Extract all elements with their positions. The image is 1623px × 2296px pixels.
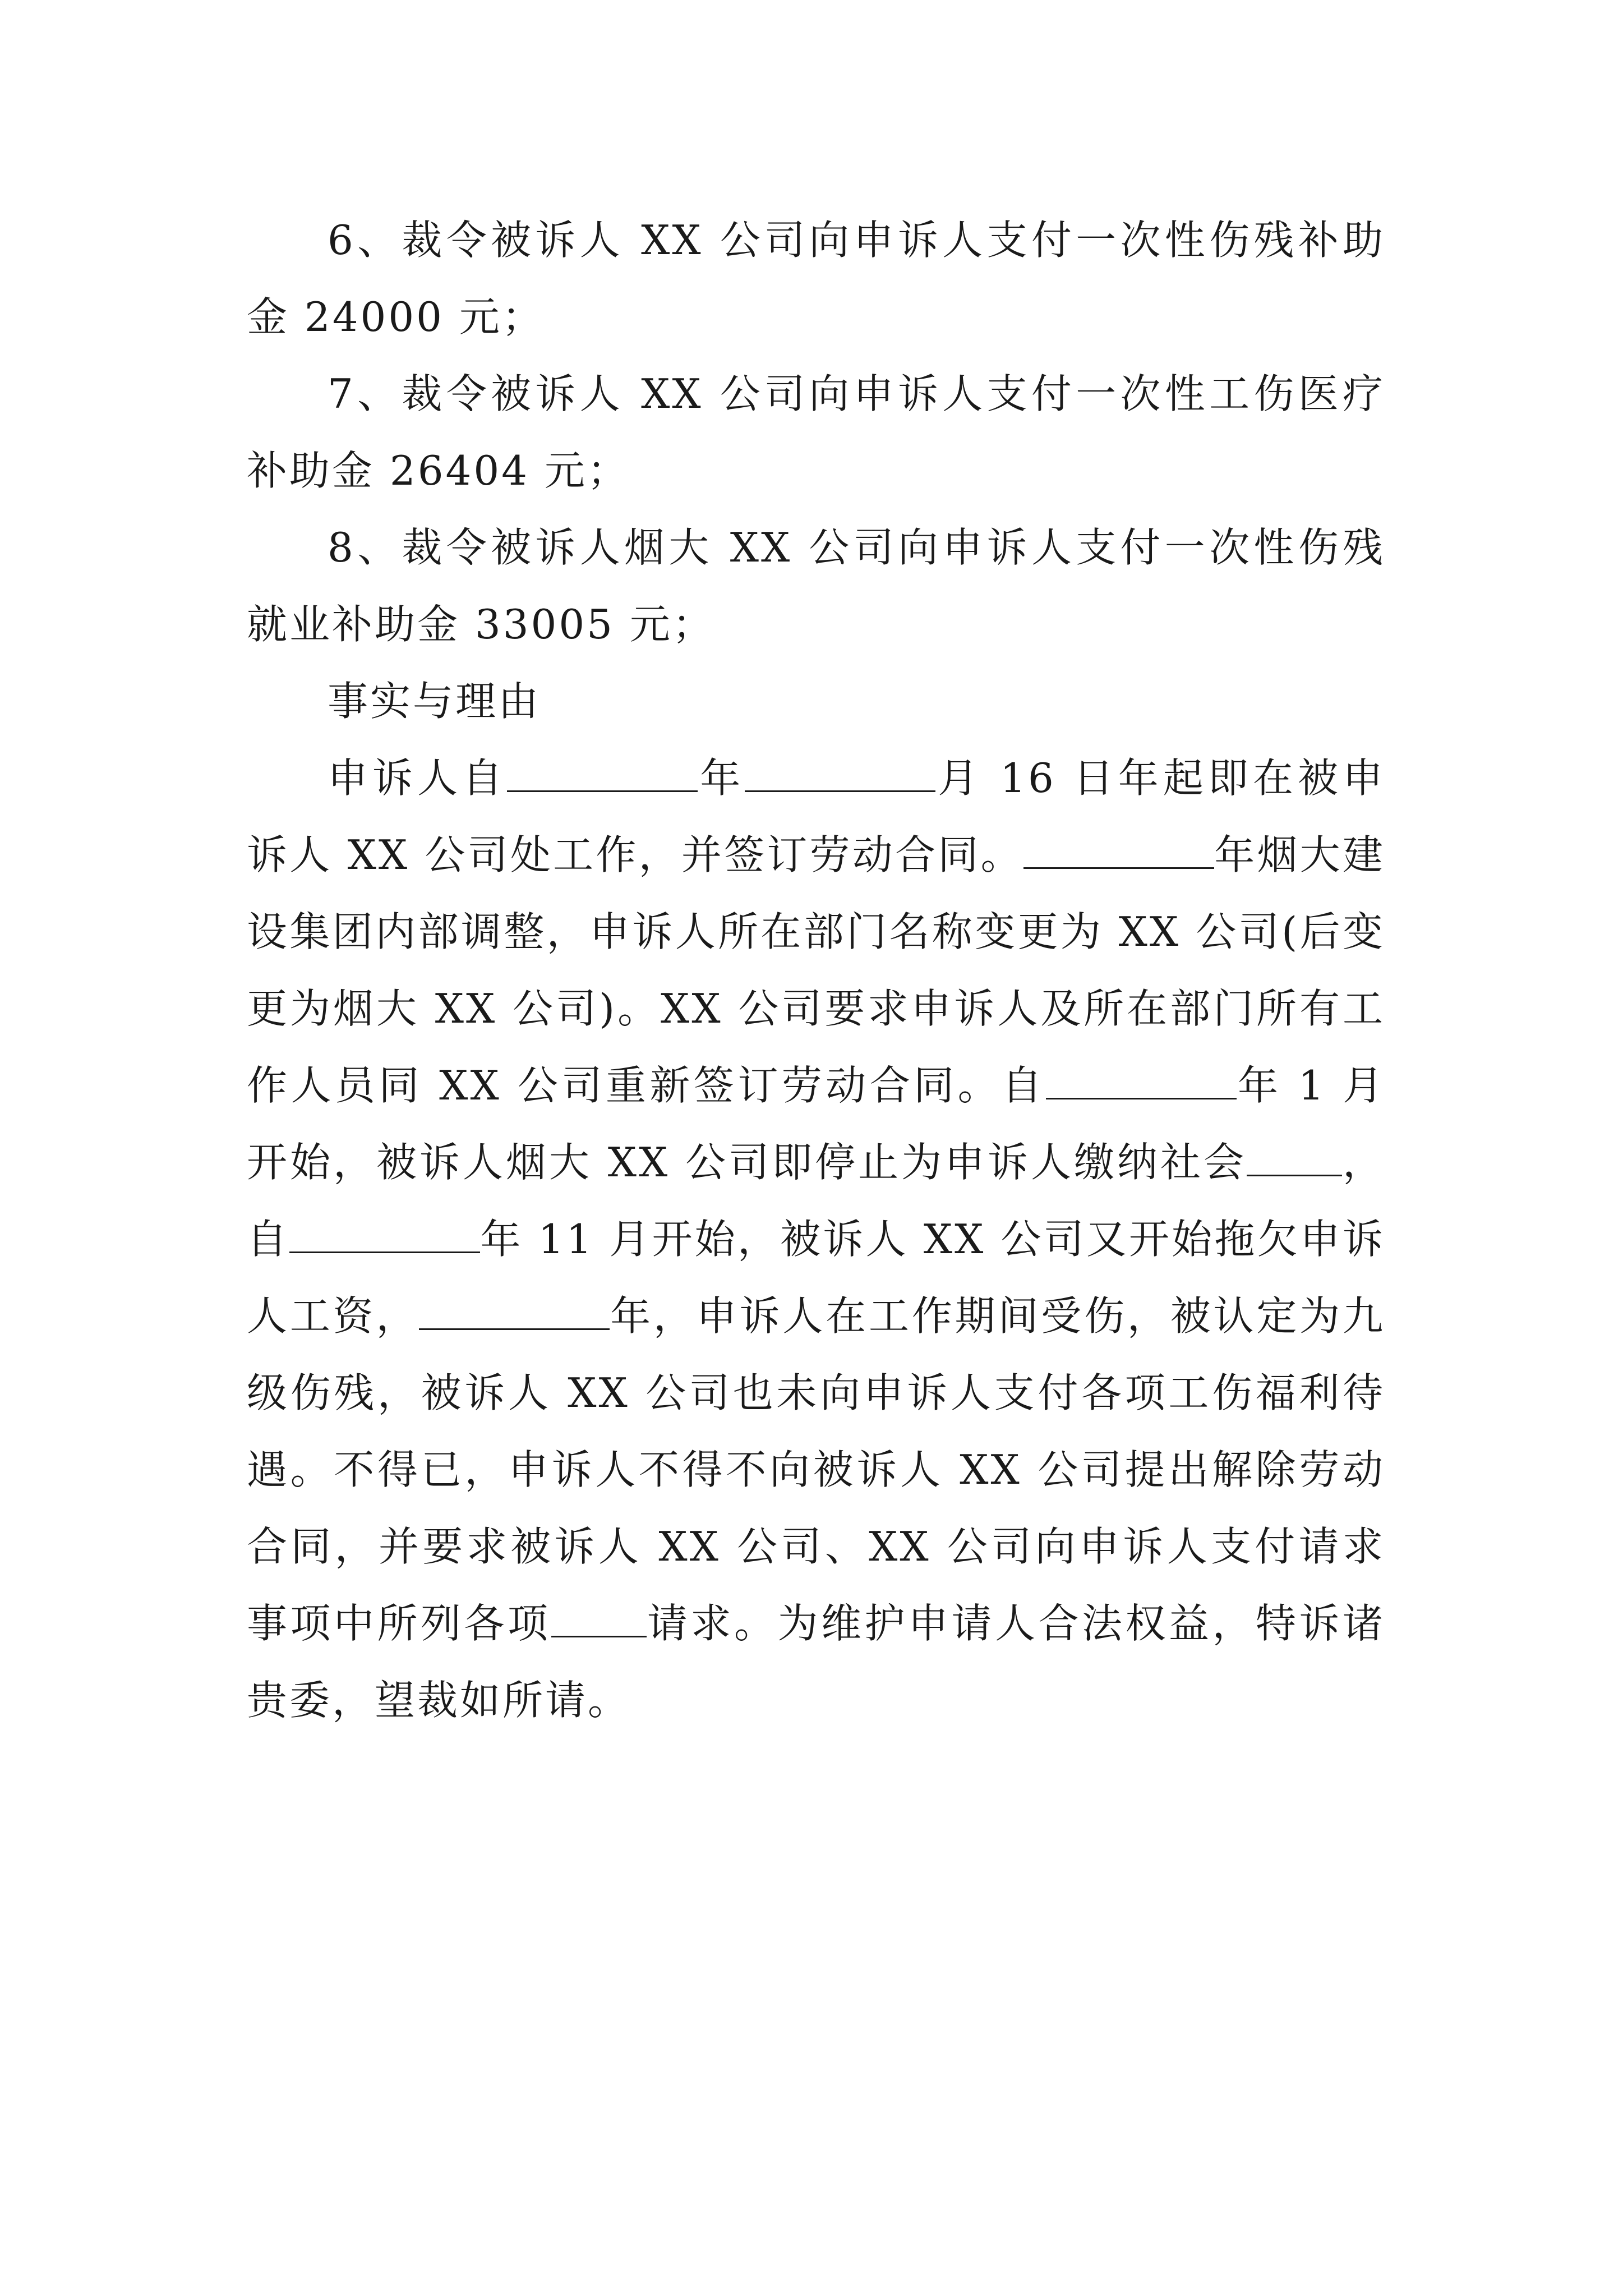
facts-text: ，自 [247,1139,1385,1263]
blank-line [289,1211,480,1253]
blank-line [1023,827,1214,869]
claim-item-7: 7、裁令被诉人 XX 公司向申诉人支付一次性工伤医疗补助金 26404 元； [247,370,1385,494]
facts-text: 年 11 月开始，被诉人 XX 公司又开始拖欠申诉人工资， [247,1216,1385,1340]
facts-text: 月 16 日年起即在被申诉人 XX 公司处工作，并签订劳动合同。 [247,754,1385,878]
blank-line [1247,1134,1342,1176]
document-body [247,202,1385,1739]
blank-line [551,1595,647,1637]
claim-item-6: 6、裁令被诉人 XX 公司向申诉人支付一次性伤残补助金 24000 元； [247,217,1385,341]
facts-paragraph [247,740,1385,1739]
blank-line [1046,1057,1237,1099]
facts-text: 年 1 月开始，被诉人烟大 XX 公司即停止为申诉人缴纳社会 [247,1062,1385,1186]
facts-text: 申诉人自 [328,754,508,802]
facts-text: 年，申诉人在工作期间受伤，被认定为九级伤残，被诉人 XX 公司也未向申诉人支付各项工伤福利待遇。不得已，申诉人不得不向被诉人 XX 公司提出解除劳动合同，并要求被诉人 XX 公司、XX 公司向申诉人支付请求事项中所列各项 [247,1292,1385,1647]
claim-item-8: 8、裁令被诉人烟大 XX 公司向申诉人支付一次性伤残就业补助金 33005 元； [247,524,1385,648]
blank-line [507,750,698,792]
section-heading: 事实与理由 [328,678,541,725]
blank-line [419,1288,610,1330]
facts-text: 年烟大建设集团内部调整，申诉人所在部门名称变更为 XX 公司(后变更为烟大 XX 公司)。XX 公司要求申诉人及所在部门所有工作人员同 XX 公司重新签订劳动合同。自 [247,831,1385,1109]
facts-text: 年 [698,754,745,802]
blank-line [745,750,935,792]
facts-text: 请求。为维护申请人合法权益，特诉诸贵委，望裁如所请。 [247,1600,1385,1724]
